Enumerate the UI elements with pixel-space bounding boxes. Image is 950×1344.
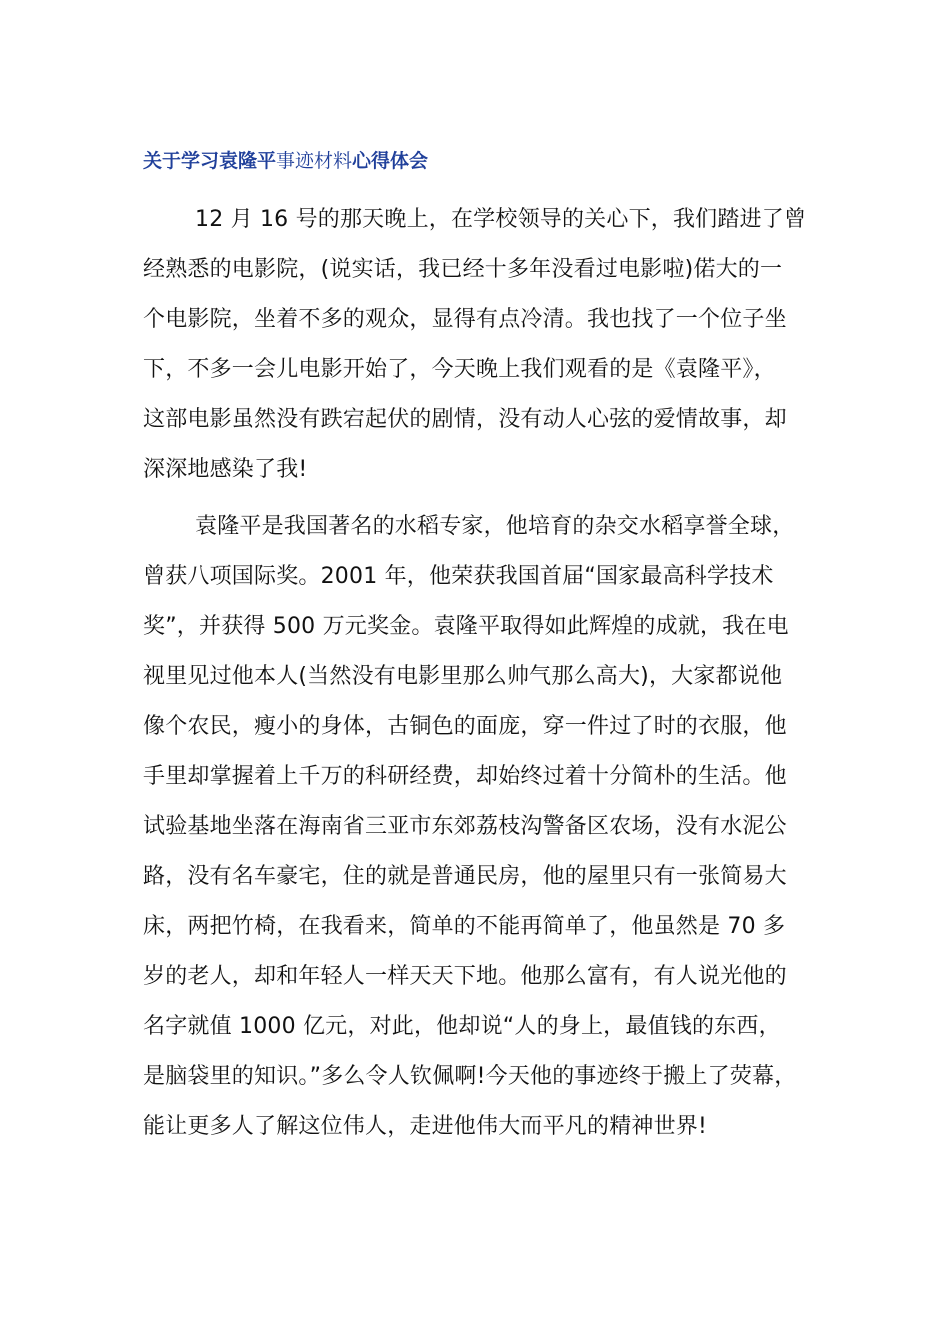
paragraph-line: 试验基地坐落在海南省三亚市东郊荔枝沟警备区农场，没有水泥公	[143, 814, 787, 839]
paragraph-line: 像个农民，瘦小的身体，古铜色的面庞，穿一件过了时的衣服，他	[143, 714, 787, 739]
paragraph-line: 这部电影虽然没有跌宕起伏的剧情，没有动人心弦的爱情故事，却	[143, 407, 787, 432]
paragraph-line: 袁隆平是我国著名的水稻专家，他培育的杂交水稻享誉全球，	[195, 514, 795, 539]
paragraph-1	[143, 195, 823, 495]
paragraph-line: 曾获八项国际奖。2001 年，他荣获我国首届“国家最高科学技术	[143, 564, 774, 589]
title-part-3: 心得体会	[352, 150, 429, 172]
paragraph-line: 视里见过他本人(当然没有电影里那么帅气那么高大)，大家都说他	[143, 664, 783, 689]
title-part-2: 事迹材料	[276, 150, 353, 172]
paragraph-line: 路，没有名车豪宅，住的就是普通民房，他的屋里只有一张简易大	[143, 864, 787, 889]
paragraph-line: 下，不多一会儿电影开始了，今天晚上我们观看的是《袁隆平》，	[143, 357, 776, 382]
document-title	[143, 146, 823, 176]
paragraph-line: 名字就值 1000 亿元，对此，他却说“人的身上，最值钱的东西，	[143, 1014, 781, 1039]
paragraph-line: 个电影院，坐着不多的观众，显得有点冷清。我也找了一个位子坐	[143, 307, 787, 332]
paragraph-line: 奖”，并获得 500 万元奖金。袁隆平取得如此辉煌的成就，我在电	[143, 614, 789, 639]
paragraph-line: 12 月 16 号的那天晚上，在学校领导的关心下，我们踏进了曾	[195, 207, 807, 232]
paragraph-line: 手里却掌握着上千万的科研经费，却始终过着十分简朴的生活。他	[143, 764, 787, 789]
paragraph-line: 是脑袋里的知识。”多么令人钦佩啊!今天他的事迹终于搬上了荧幕，	[143, 1064, 797, 1089]
paragraph-line: 能让更多人了解这位伟人，走进他伟大而平凡的精神世界!	[143, 1114, 708, 1139]
paragraph-2	[143, 502, 823, 1152]
paragraph-line: 经熟悉的电影院，(说实话，我已经十多年没看过电影啦)偌大的一	[143, 257, 783, 282]
paragraph-line: 深深地感染了我!	[143, 457, 308, 482]
paragraph-line: 岁的老人，却和年轻人一样天天下地。他那么富有，有人说光他的	[143, 964, 787, 989]
title-part-1: 关于学习袁隆平	[143, 150, 277, 172]
paragraph-line: 床，两把竹椅，在我看来，简单的不能再简单了，他虽然是 70 多	[143, 914, 786, 939]
